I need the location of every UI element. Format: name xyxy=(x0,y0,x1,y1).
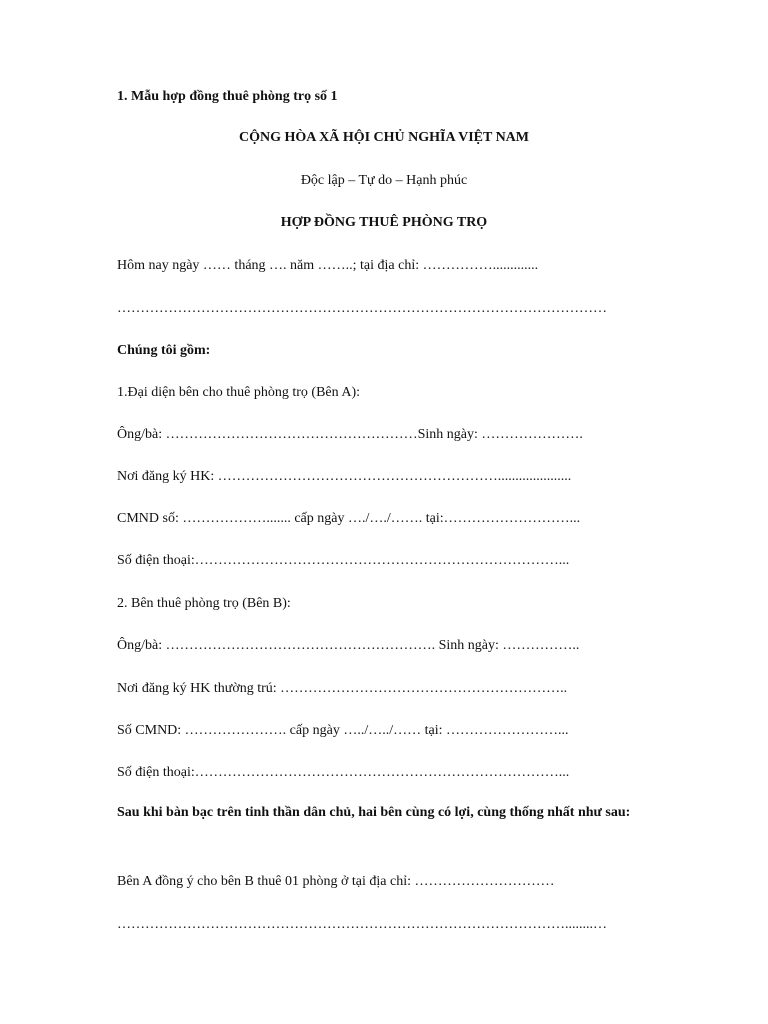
agreement-text: Sau khi bàn bạc trên tinh thần dân chủ, hai bên cùng có lợi, cùng thống nhất như sau: xyxy=(117,805,631,820)
parties-heading: Chúng tôi gồm: xyxy=(117,343,211,358)
party-b-id-line: Số CMND: …………………. cấp ngày …../…../…… tại: ……………………... xyxy=(117,723,569,738)
section-heading: 1. Mẫu hợp đồng thuê phòng trọ số 1 xyxy=(117,89,338,104)
national-title: CỘNG HÒA XÃ HỘI CHỦ NGHĨA VIỆT NAM xyxy=(238,130,529,145)
clause-1: Bên A đồng ý cho bên B thuê 01 phòng ở tại địa chỉ: ………………………… xyxy=(117,874,555,889)
party-b-phone-line: Số điện thoại:……………………………………………………………………... xyxy=(117,765,570,780)
date-line-continuation: …………………………………………………………………………………………… xyxy=(117,301,607,316)
party-a-phone-line: Số điện thoại:……………………………………………………………………... xyxy=(117,553,570,568)
contract-title: HỢP ĐỒNG THUÊ PHÒNG TRỌ xyxy=(280,215,488,230)
date-line: Hôm nay ngày …… tháng …. năm ……..; tại địa chỉ: ……………............. xyxy=(117,258,539,273)
party-b-heading: 2. Bên thuê phòng trọ (Bên B): xyxy=(117,596,291,611)
party-b-name-line: Ông/bà: …………………………………………………. Sinh ngày: …………….. xyxy=(117,638,580,653)
motto: Độc lập – Tự do – Hạnh phúc xyxy=(300,173,468,188)
party-a-residence-line: Nơi đăng ký HK: ……………………………………………………..................... xyxy=(117,469,572,484)
party-b-residence-line: Nơi đăng ký HK thường trú: …………………………………………………….. xyxy=(117,681,568,696)
clause-1-continuation: ……………………………………………………………………………………........… xyxy=(117,917,607,932)
party-a-heading: 1.Đại diện bên cho thuê phòng trọ (Bên A): xyxy=(117,385,361,400)
party-a-id-line: CMND số: ………………....... cấp ngày …./…./……. tại:………………………... xyxy=(117,511,581,526)
party-a-name-line: Ông/bà: ………………………………………………Sinh ngày: …………………. xyxy=(117,427,583,442)
